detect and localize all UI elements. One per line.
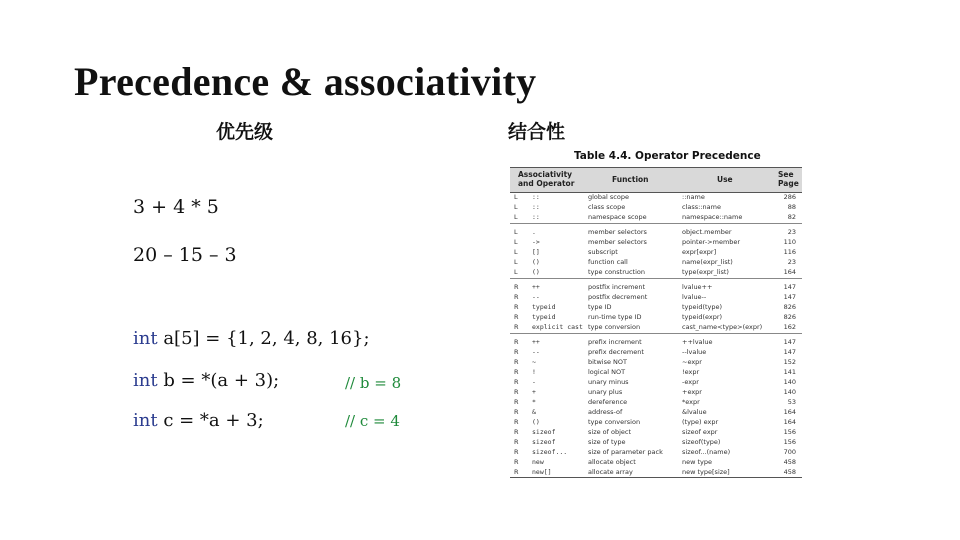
assoc-cell: L (514, 238, 518, 246)
page-cell: 156 (783, 428, 796, 436)
table-row (510, 377, 802, 387)
function-cell: global scope (588, 193, 629, 201)
assoc-cell: R (514, 398, 519, 406)
operator-cell: explicit cast (532, 323, 583, 331)
page-cell: 53 (787, 398, 796, 406)
assoc-cell: R (514, 368, 519, 376)
operator-cell: :: (532, 193, 540, 201)
table-row (510, 347, 802, 357)
use-cell: typeid(type) (682, 303, 723, 311)
use-cell: class::name (682, 203, 721, 211)
page-cell: 162 (783, 323, 796, 331)
assoc-cell: R (514, 303, 519, 311)
assoc-cell: R (514, 283, 519, 291)
table-row (510, 322, 802, 332)
function-cell: namespace scope (588, 213, 647, 221)
code-comment-2: // b = 8 (345, 374, 402, 392)
use-cell: lvalue-- (682, 293, 707, 301)
table-row (510, 387, 802, 397)
page-cell: 141 (783, 368, 796, 376)
page-cell: 140 (783, 378, 796, 386)
page-cell: 826 (783, 313, 796, 321)
operator-cell: () (532, 418, 540, 426)
page-cell: 116 (783, 248, 796, 256)
table-row (510, 192, 802, 202)
operator-cell: :: (532, 203, 540, 211)
assoc-cell: R (514, 293, 519, 301)
assoc-cell: R (514, 438, 519, 446)
precedence-label: 优先级 (216, 121, 274, 143)
associativity-label: 结合性 (508, 121, 566, 143)
code-comment-3: // c = 4 (345, 412, 400, 430)
function-cell: size of parameter pack (588, 448, 663, 456)
expression-1: 3 + 4 * 5 (133, 196, 219, 218)
assoc-cell: R (514, 418, 519, 426)
operator-cell: new[] (532, 468, 552, 476)
page-cell: 152 (783, 358, 796, 366)
table-row (510, 337, 802, 347)
operator-cell: () (532, 258, 540, 266)
assoc-cell: R (514, 388, 519, 396)
function-cell: type conversion (588, 418, 641, 426)
function-cell: dereference (588, 398, 628, 406)
table-header (510, 167, 802, 193)
operator-cell: ++ (532, 283, 540, 291)
operator-cell: sizeof... (532, 448, 568, 456)
assoc-cell: L (514, 193, 518, 201)
use-cell: sizeof(type) (682, 438, 721, 446)
use-cell: ++lvalue (682, 338, 713, 346)
operator-cell: new (532, 458, 544, 466)
use-cell: namespace::name (682, 213, 743, 221)
page-cell: 156 (783, 438, 796, 446)
function-cell: prefix increment (588, 338, 642, 346)
operator-cell: :: (532, 213, 540, 221)
operator-cell: typeid (532, 303, 556, 311)
use-cell: -expr (682, 378, 699, 386)
page-cell: 88 (787, 203, 796, 211)
page-cell: 147 (783, 348, 796, 356)
operator-cell: -- (532, 293, 540, 301)
table-bottom-rule (510, 477, 802, 478)
page-cell: 82 (787, 213, 796, 221)
keyword-int: int (133, 370, 158, 391)
operator-cell: . (532, 228, 536, 236)
page-cell: 23 (787, 258, 796, 266)
assoc-cell: R (514, 458, 519, 466)
code-line-2 (133, 370, 279, 391)
table-caption: Table 4.4. Operator Precedence (574, 150, 761, 162)
table-row (510, 282, 802, 292)
page-cell: 23 (787, 228, 796, 236)
function-cell: size of object (588, 428, 632, 436)
page-cell: 164 (783, 268, 796, 276)
use-cell: ~expr (682, 358, 702, 366)
assoc-cell: R (514, 358, 519, 366)
operator-precedence-table (510, 150, 802, 475)
assoc-cell: L (514, 258, 518, 266)
code-text: b = *(a + 3); (157, 370, 280, 391)
table-row (510, 227, 802, 237)
use-cell: +expr (682, 388, 702, 396)
operator-cell: + (532, 388, 536, 396)
table-row (510, 237, 802, 247)
function-cell: unary minus (588, 378, 629, 386)
operator-cell: sizeof (532, 428, 556, 436)
page-cell: 826 (783, 303, 796, 311)
use-cell: new type[size] (682, 468, 730, 476)
page-cell: 700 (783, 448, 796, 456)
function-cell: type conversion (588, 323, 641, 331)
function-cell: type construction (588, 268, 646, 276)
table-body (510, 192, 802, 478)
page-cell: 147 (783, 293, 796, 301)
operator-cell: [] (532, 248, 540, 256)
table-row (510, 267, 802, 277)
operator-cell: sizeof (532, 438, 556, 446)
page-cell: 147 (783, 338, 796, 346)
use-cell: pointer->member (682, 238, 741, 246)
assoc-cell: R (514, 348, 519, 356)
function-cell: function call (588, 258, 628, 266)
operator-cell: - (532, 378, 536, 386)
function-cell: allocate object (588, 458, 636, 466)
table-row (510, 212, 802, 222)
page-cell: 140 (783, 388, 796, 396)
function-cell: unary plus (588, 388, 623, 396)
table-row (510, 467, 802, 477)
use-cell: ::name (682, 193, 705, 201)
use-cell: name(expr_list) (682, 258, 733, 266)
function-cell: logical NOT (588, 368, 626, 376)
table-row (510, 437, 802, 447)
operator-cell: ~ (532, 358, 536, 366)
operator-cell: * (532, 398, 536, 406)
slide-title: Precedence & associativity (74, 59, 537, 104)
function-cell: subscript (588, 248, 618, 256)
function-cell: address-of (588, 408, 623, 416)
operator-cell: () (532, 268, 540, 276)
code-text: a[5] = {1, 2, 4, 8, 16}; (157, 328, 370, 349)
keyword-int: int (133, 328, 158, 349)
operator-cell: typeid (532, 313, 556, 321)
table-row (510, 457, 802, 467)
table-row (510, 312, 802, 322)
operator-cell: ++ (532, 338, 540, 346)
assoc-cell: R (514, 378, 519, 386)
assoc-cell: R (514, 338, 519, 346)
page-cell: 164 (783, 418, 796, 426)
function-cell: prefix decrement (588, 348, 644, 356)
table-row (510, 202, 802, 212)
table-row (510, 247, 802, 257)
page-cell: 286 (783, 193, 796, 201)
header-function: Function (612, 175, 649, 184)
table-row (510, 407, 802, 417)
code-line-1 (133, 328, 370, 349)
assoc-cell: R (514, 313, 519, 321)
use-cell: *expr (682, 398, 700, 406)
code-line-3 (133, 410, 264, 431)
assoc-cell: L (514, 213, 518, 221)
page-cell: 164 (783, 408, 796, 416)
function-cell: postfix increment (588, 283, 646, 291)
operator-cell: -> (532, 238, 540, 246)
operator-cell: ! (532, 368, 536, 376)
page-cell: 110 (783, 238, 796, 246)
operator-cell: & (532, 408, 536, 416)
assoc-cell: R (514, 448, 519, 456)
table-row (510, 427, 802, 437)
assoc-cell: R (514, 323, 519, 331)
table-row (510, 417, 802, 427)
use-cell: sizeof...(name) (682, 448, 731, 456)
operator-cell: -- (532, 348, 540, 356)
assoc-cell: R (514, 408, 519, 416)
header-see-page: See Page (778, 170, 799, 188)
function-cell: postfix decrement (588, 293, 648, 301)
table-row (510, 292, 802, 302)
function-cell: run-time type ID (588, 313, 642, 321)
keyword-int: int (133, 410, 158, 431)
assoc-cell: R (514, 428, 519, 436)
table-row (510, 447, 802, 457)
use-cell: new type (682, 458, 713, 466)
use-cell: object.member (682, 228, 732, 236)
function-cell: type ID (588, 303, 612, 311)
use-cell: --lvalue (682, 348, 707, 356)
page-cell: 458 (783, 468, 796, 476)
expression-2: 20 – 15 – 3 (133, 244, 237, 266)
assoc-cell: L (514, 268, 518, 276)
function-cell: member selectors (588, 238, 647, 246)
assoc-cell: L (514, 203, 518, 211)
header-associativity: Associativity and Operator (518, 170, 575, 188)
table-row (510, 397, 802, 407)
code-text: c = *a + 3; (157, 410, 264, 431)
page-cell: 458 (783, 458, 796, 466)
function-cell: size of type (588, 438, 626, 446)
use-cell: sizeof expr (682, 428, 718, 436)
function-cell: class scope (588, 203, 626, 211)
use-cell: expr[expr] (682, 248, 717, 256)
function-cell: member selectors (588, 228, 647, 236)
table-row (510, 357, 802, 367)
table-row (510, 302, 802, 312)
use-cell: !expr (682, 368, 700, 376)
table-row (510, 257, 802, 267)
use-cell: cast_name<type>(expr) (682, 323, 763, 331)
assoc-cell: L (514, 248, 518, 256)
assoc-cell: L (514, 228, 518, 236)
function-cell: allocate array (588, 468, 633, 476)
use-cell: (type) expr (682, 418, 719, 426)
page-cell: 147 (783, 283, 796, 291)
assoc-cell: R (514, 468, 519, 476)
use-cell: type(expr_list) (682, 268, 729, 276)
header-use: Use (717, 175, 733, 184)
table-row (510, 367, 802, 377)
use-cell: typeid(expr) (682, 313, 723, 321)
use-cell: &lvalue (682, 408, 707, 416)
function-cell: bitwise NOT (588, 358, 628, 366)
use-cell: lvalue++ (682, 283, 713, 291)
